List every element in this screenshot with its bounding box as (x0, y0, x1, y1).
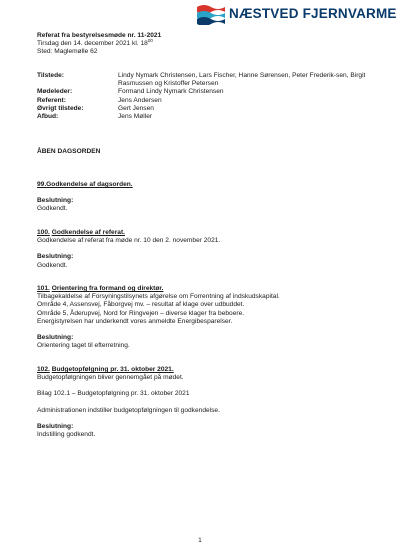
decision-label: Beslutning: (37, 197, 74, 205)
recommendation-text: Administrationen indstiller budgetopfølgningen til godkendelse. (37, 406, 220, 414)
meta-value: Jens Møller (118, 113, 153, 121)
item-body: Godkendelse af referat fra møde nr. 10 den 2. november 2021. (37, 237, 221, 245)
decision-text: Orientering taget til efterretning. (37, 342, 130, 350)
document-header (37, 32, 367, 57)
meta-label: Afbud: (37, 113, 59, 121)
meeting-date (37, 40, 367, 48)
company-logo (196, 3, 397, 25)
meta-row-present (37, 72, 377, 88)
attachment-reference: Bilag 102.1 – Budgetopfølgning pr. 31. oktober 2021 (37, 390, 190, 398)
meta-row-absent (37, 113, 377, 121)
meeting-place: Sted: Maglemølle 62 (37, 48, 98, 56)
item-title: Godkendelse af referat. (51, 229, 125, 236)
decision-label: Beslutning: (37, 422, 74, 430)
agenda-heading: ÅBEN DAGSORDEN (37, 148, 101, 155)
meta-row-others (37, 105, 377, 113)
meta-value: Lindy Nymark Christensen, Lars Fischer, Hanne Sørensen, Peter Frederik-sen, Birgit Rasmussen og Kristoffer Petersen (118, 72, 366, 88)
decision-text: Indstilling godkendt. (37, 431, 96, 439)
logo-text: NÆSTVED FJERNVARME (229, 5, 397, 21)
item-number: 100. (37, 229, 50, 236)
item-body-line: Tilbagekaldelse af Forsyningstilsynets afgørelse om Forrentning af indskudskapital. (37, 293, 280, 301)
agenda-item-99 (37, 181, 377, 214)
meta-value: Jens Andersen (118, 96, 162, 104)
item-number: 102. (37, 366, 50, 373)
agenda-item-101 (37, 285, 377, 350)
agenda-item-100 (37, 229, 377, 270)
meta-row-chair (37, 88, 377, 96)
item-title: Orientering fra formand og direktør. (51, 285, 164, 292)
meta-value: Gert Jensen (118, 104, 154, 112)
meeting-date-text: Tirsdag den 14. december 2021 kl. 18 (37, 40, 148, 48)
item-body-line: Energistyrelsen har underkendt vores anmeldte Energibesparelser. (37, 317, 233, 325)
meeting-time-minutes: 00 (147, 38, 153, 44)
waves-logo-icon (196, 3, 226, 25)
item-title: 99.Godkendelse af dagsorden. (37, 181, 133, 188)
decision-text: Godkendt. (37, 205, 68, 213)
item-body-line: Område 4, Assensvej, Fåborgvej mv. – resultat af klage over udbuddet. (37, 301, 245, 309)
meta-label: Øvrigt tilstede: (37, 104, 84, 112)
meta-value: Formand Lindy Nymark Christensen (118, 88, 224, 96)
meta-row-referent (37, 97, 377, 105)
decision-label: Beslutning: (37, 253, 74, 261)
item-heading (37, 229, 377, 237)
attendance-table (37, 72, 377, 121)
item-body-line: Område 5, Åderupvej, Nord for Ringvejen – diverse klager fra beboere. (37, 309, 245, 317)
decision-label: Beslutning: (37, 334, 74, 342)
meta-label: Mødeleder: (37, 88, 73, 96)
item-title: Budgetopfølgning pr. 31. oktober 2021. (51, 366, 174, 373)
item-heading (37, 366, 377, 374)
item-number: 101. (37, 285, 50, 292)
page-number: 1 (198, 537, 202, 544)
meta-label: Tilstede: (37, 72, 64, 79)
item-heading (37, 285, 377, 293)
document-title: Referat fra bestyrelsesmøde nr. 11-2021 (37, 32, 162, 39)
meta-label: Referent: (37, 96, 66, 104)
item-body: Budgetopfølgningen bliver gennemgået på mødet. (37, 374, 184, 382)
item-heading (37, 181, 377, 189)
agenda-item-102 (37, 366, 377, 439)
decision-text: Godkendt. (37, 261, 68, 269)
